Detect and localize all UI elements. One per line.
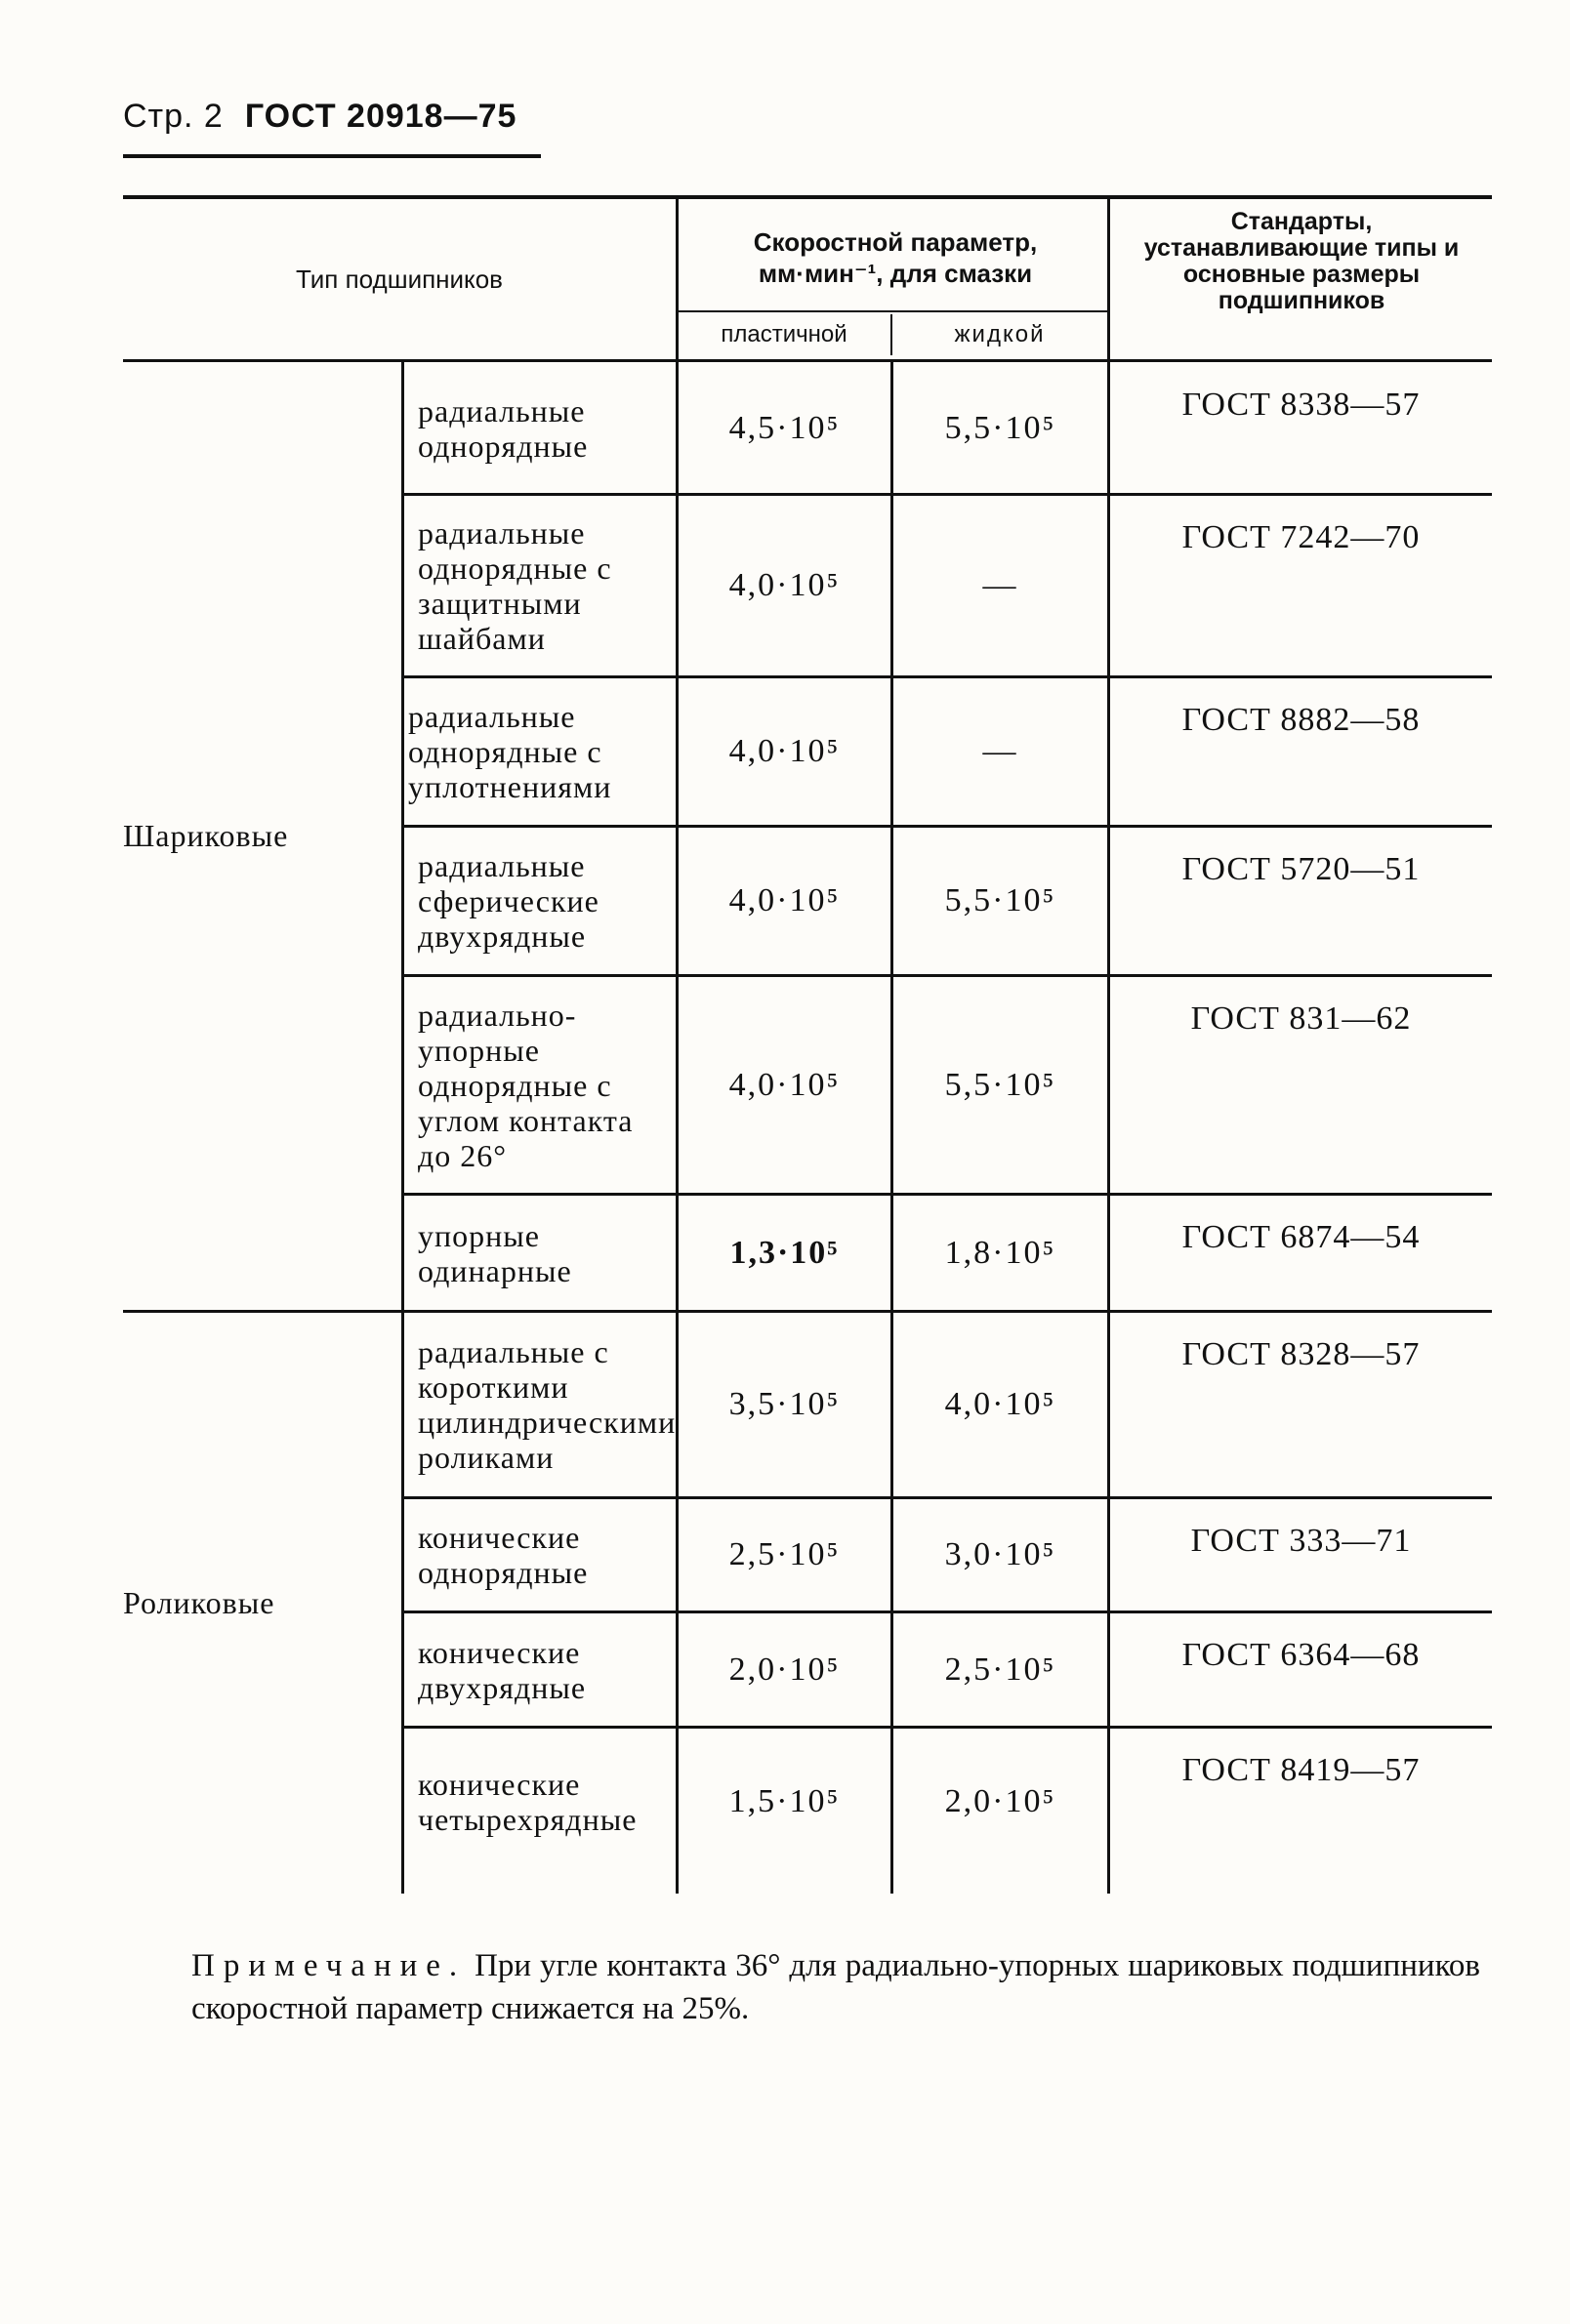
table-row-liquid: 5,5·10⁵ (944, 409, 1056, 446)
header-underline (123, 154, 541, 158)
col-header-plastic: пластичной (721, 321, 847, 347)
table-row-plastic: 4,0·10⁵ (728, 567, 841, 603)
table-row-liquid: 1,8·10⁵ (944, 1234, 1056, 1271)
table-row-plastic: 4,0·10⁵ (728, 882, 841, 918)
table-row-liquid: 5,5·10⁵ (944, 882, 1056, 918)
col-header-liquid: жидкой (954, 321, 1046, 347)
table-row-type: радиальные с короткими цилиндрическими роликами (418, 1334, 677, 1475)
table-row-liquid: 2,0·10⁵ (944, 1783, 1056, 1819)
standard-number: ГОСТ 20918—75 (244, 98, 517, 135)
table-row-liquid: — (982, 733, 1018, 769)
table-row-standard: ГОСТ 8419—57 (1181, 1752, 1421, 1788)
table-row-type: радиальные однорядные с уплотнениями (408, 699, 612, 804)
table-row-liquid: 5,5·10⁵ (944, 1066, 1056, 1103)
table-row-standard: ГОСТ 8338—57 (1181, 387, 1421, 423)
group-label-ball: Шариковые (123, 817, 289, 853)
table-row-type: упорные одинарные (418, 1217, 572, 1288)
table-row-standard: ГОСТ 5720—51 (1181, 851, 1421, 887)
group-label-roller: Роликовые (123, 1585, 275, 1620)
col-header-speed-param: Скоростной параметр, мм·мин⁻¹, для смазки (753, 227, 1038, 288)
table-row-plastic: 1,3·10⁵ (729, 1234, 840, 1271)
table-row-plastic: 2,5·10⁵ (728, 1536, 841, 1572)
table-row-type: конические двухрядные (418, 1634, 587, 1705)
page-number: Стр. 2 (123, 98, 224, 135)
table-row-standard: ГОСТ 333—71 (1190, 1523, 1412, 1559)
table-row-plastic: 4,5·10⁵ (728, 409, 841, 446)
table-row-type: радиально-упорные однорядные с углом контакта до 26° (418, 997, 634, 1173)
table-row-type: конические однорядные (418, 1520, 589, 1590)
note-text: При угле контакта 36° для радиально-упорных шариковых подшипников скоростной параметр снижается на 25%. (191, 1948, 1481, 2026)
table-row-type: конические четырехрядные (418, 1767, 638, 1837)
table-row-plastic: 4,0·10⁵ (728, 733, 841, 769)
table-row-plastic: 1,5·10⁵ (728, 1783, 841, 1819)
table-row-type: радиальные однорядные (418, 392, 589, 464)
table-row-liquid: 3,0·10⁵ (944, 1536, 1056, 1572)
header-divider-2 (1107, 199, 1110, 359)
table-row-plastic: 4,0·10⁵ (728, 1066, 841, 1103)
table-row-liquid: 2,5·10⁵ (944, 1651, 1056, 1688)
table-row-type: радиальные однорядные с защитными шайбами (418, 515, 612, 656)
table-row-standard: ГОСТ 8328—57 (1181, 1336, 1421, 1372)
table-row-liquid: 4,0·10⁵ (944, 1386, 1056, 1422)
table-row-standard: ГОСТ 6364—68 (1181, 1637, 1421, 1673)
bearing-speed-table (123, 195, 1492, 1894)
table-row-standard: ГОСТ 6874—54 (1181, 1219, 1421, 1255)
page-header (123, 98, 516, 160)
table-row-plastic: 2,0·10⁵ (728, 1651, 841, 1688)
table-row-type: радиальные сферические двухрядные (418, 848, 599, 954)
note-label: Примечание. (191, 1948, 467, 1983)
col-header-standards: Стандарты, устанавливающие типы и основные размеры подшипников (1143, 208, 1460, 314)
table-row-plastic: 3,5·10⁵ (728, 1386, 841, 1422)
table-row-standard: ГОСТ 831—62 (1190, 1000, 1412, 1037)
table-row-standard: ГОСТ 8882—58 (1181, 702, 1421, 738)
table-row-standard: ГОСТ 7242—70 (1181, 519, 1421, 555)
table-row-liquid: — (982, 567, 1018, 603)
table-note (191, 1944, 1480, 2030)
table-top-rule (123, 195, 1492, 199)
col-header-type: Тип подшипников (296, 264, 503, 294)
